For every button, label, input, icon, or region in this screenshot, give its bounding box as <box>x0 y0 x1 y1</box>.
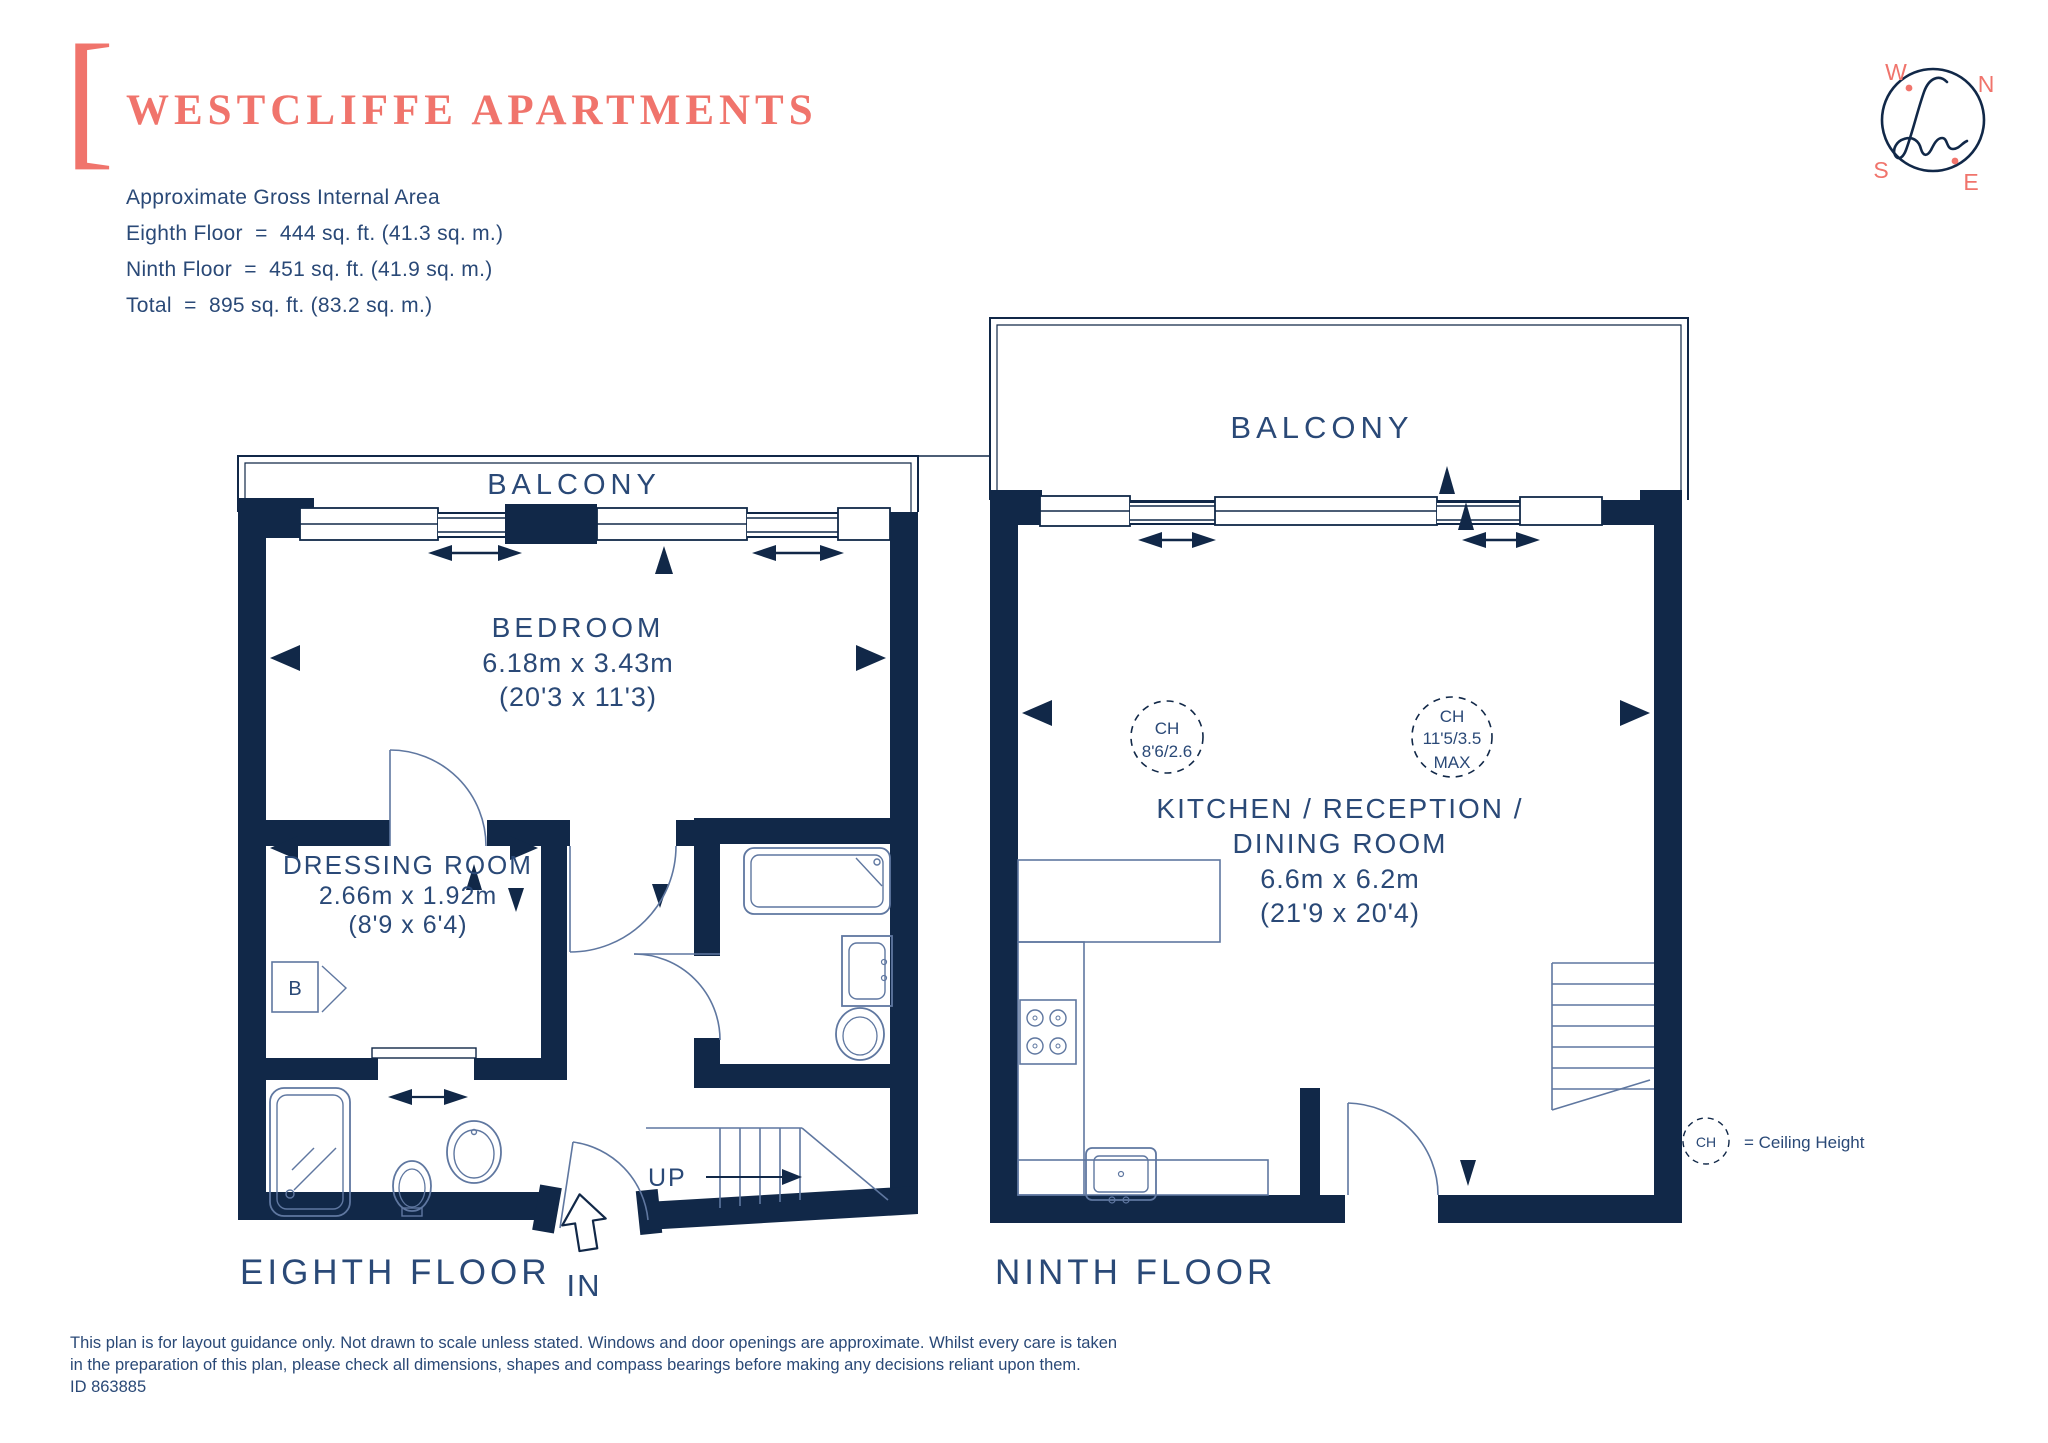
up-label: UP <box>648 1164 687 1192</box>
in-label: IN <box>566 1268 602 1303</box>
ninth-floor-plan <box>990 318 1688 1292</box>
dressing-room-label: DRESSING ROOM <box>283 850 533 880</box>
ch-legend-meaning: = Ceiling Height <box>1744 1133 1865 1152</box>
kitchen-counter <box>1018 860 1268 1195</box>
ch-left-value: 8'6/2.6 <box>1141 742 1193 761</box>
hob-icon <box>1020 1000 1076 1064</box>
ch-right-value: 11'5/3.5 <box>1422 729 1482 748</box>
window-arrow-icon <box>655 546 673 574</box>
eighth-floor-label: EIGHTH FLOOR <box>240 1253 551 1292</box>
area-line-ninth: Ninth Floor = 451 sq. ft. (41.9 sq. m.) <box>126 258 493 281</box>
boiler-label: B <box>288 978 302 1000</box>
ensuite-bathtub-icon <box>744 848 890 914</box>
kitchen-dims-ft: (21'9 x 20'4) <box>1260 898 1420 928</box>
compass <box>1873 59 1994 195</box>
ninth-stairs <box>1552 963 1654 1110</box>
boiler-cupboard <box>272 962 346 1012</box>
ch-right-label: CH <box>1439 707 1465 726</box>
ninth-balcony-label: BALCONY <box>1230 410 1414 445</box>
area-heading: Approximate Gross Internal Area <box>126 186 440 209</box>
ninth-balcony-outline <box>990 318 1688 500</box>
dressing-room-dims-m: 2.66m x 1.92m <box>318 882 498 910</box>
area-line-total: Total = 895 sq. ft. (83.2 sq. m.) <box>126 294 433 317</box>
ninth-entry-door <box>1348 1103 1438 1195</box>
compass-east-label: E <box>1963 169 1979 195</box>
ch-left-label: CH <box>1154 719 1180 738</box>
eighth-opening-arrows <box>428 545 844 574</box>
bedroom-dims-m: 6.18m x 3.43m <box>482 648 674 678</box>
ninth-wall-markers <box>1022 700 1650 1186</box>
compass-west-label: W <box>1885 59 1907 85</box>
compass-east-dot-icon <box>1952 158 1959 165</box>
page-title: WESTCLIFFE APARTMENTS <box>126 87 818 134</box>
entrance-arrow-icon <box>558 1191 610 1253</box>
eighth-balcony-label: BALCONY <box>487 469 661 501</box>
ch-legend-symbol: CH <box>1695 1134 1717 1150</box>
ch-right-max: MAX <box>1433 753 1471 772</box>
compass-north-label: N <box>1977 71 1995 97</box>
dressing-room-dims-ft: (8'9 x 6'4) <box>348 911 468 939</box>
bedroom-dims-ft: (20'3 x 11'3) <box>499 682 657 712</box>
compass-h-monogram-icon <box>1894 78 1967 158</box>
plan-id: ID 863885 <box>70 1378 147 1396</box>
bedroom-label: BEDROOM <box>491 612 665 643</box>
compass-south-label: S <box>1873 157 1889 183</box>
eighth-floor-plan <box>238 456 990 1303</box>
compass-west-dot-icon <box>1906 85 1913 92</box>
title-bracket: [ <box>64 14 115 182</box>
area-line-eighth: Eighth Floor = 444 sq. ft. (41.3 sq. m.) <box>126 222 504 245</box>
kitchen-dims-m: 6.6m x 6.2m <box>1260 864 1420 894</box>
basin-icon <box>447 1121 501 1183</box>
ensuite-basin-icon <box>842 936 892 1006</box>
kitchen-label-line1: KITCHEN / RECEPTION / <box>1156 793 1524 824</box>
sliding-door-pocket <box>505 504 597 544</box>
disclaimer-line2: in the preparation of this plan, please check all dimensions, shapes and compass bearings before making any decisions reliant upon them. <box>70 1356 1081 1374</box>
disclaimer-line1: This plan is for layout guidance only. Not drawn to scale unless stated. Windows and door openings are approximate. Whilst every care is taken <box>70 1334 1118 1352</box>
kitchen-label-line2: DINING ROOM <box>1232 828 1448 859</box>
ninth-floor-label: NINTH FLOOR <box>995 1253 1277 1292</box>
ensuite-toilet-icon <box>836 1008 884 1060</box>
eighth-sliding-door <box>372 1048 476 1105</box>
